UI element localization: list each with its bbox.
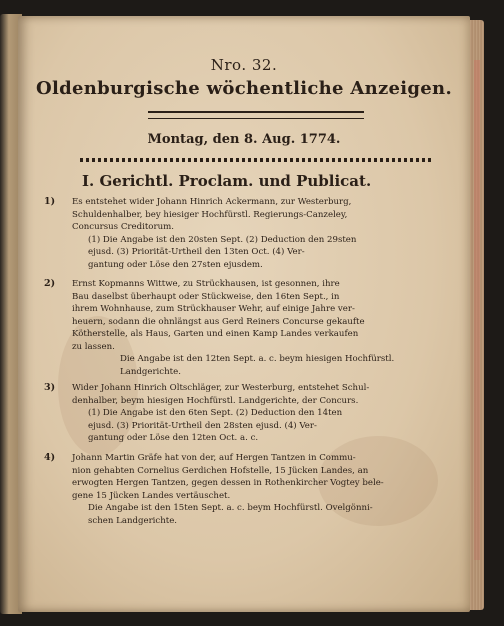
entry-line: (1) Die Angabe ist den 20sten Sept. (2) Deduction den 29sten — [88, 234, 357, 245]
entry-number: 1) — [44, 196, 56, 207]
entry-line: Landgerichte. — [120, 366, 181, 377]
entry-line: nion gehabten Cornelius Gerdichen Hofstelle, 15 Jücken Landes, an — [72, 465, 369, 476]
entry-line: gene 15 Jücken Landes vertäuschet. — [72, 490, 231, 501]
page-title: Oldenburgische wöchentliche Anzeigen. — [35, 78, 453, 99]
issue-date: Montag, den 8. Aug. 1774. — [147, 132, 341, 147]
entry-number: 4) — [44, 452, 56, 463]
entry-line: zu lassen. — [72, 341, 115, 352]
title-rule — [148, 111, 364, 119]
entry-line: heuern, sodann die ohnlängst aus Gerd Reiners Concurse gekaufte — [72, 316, 365, 327]
entry-line: Wider Johann Hinrich Oltschläger, zur Westerburg, entstehet Schul- — [72, 383, 370, 393]
entry-line: Bau daselbst überhaupt oder Stückweise, den 16ten Sept., in — [72, 291, 340, 302]
entry-line: ejusd. (3) Priorität-Urtheil den 28sten ejusd. (4) Ver- — [88, 420, 317, 431]
entry-body — [72, 382, 369, 445]
entry-line: Concursus Creditorum. — [72, 222, 174, 232]
entry-line: Johann Martin Gräfe hat von der, auf Hergen Tantzen in Commu- — [72, 453, 356, 463]
entry-line: Kötherstelle, als Haus, Garten und einen Kamp Landes verkaufen — [72, 329, 359, 339]
entry-line: Die Angabe ist den 15ten Sept. a. c. beym Hochfürstl. Ovelgönni- — [88, 503, 373, 513]
entry-line: denhalber, beym hiesigen Hochfürstl. Landgerichte, der Concurs. — [72, 395, 359, 406]
entry-line: Die Angabe ist den 12ten Sept. a. c. beym hiesigen Hochfürstl. — [120, 354, 395, 364]
entry-line: Ernst Kopmanns Wittwe, zu Strückhausen, ist gesonnen, ihre — [72, 279, 340, 289]
entry-line: gantung oder Löse den 12ten Oct. a. c. — [88, 433, 259, 443]
ornamental-rule — [80, 158, 432, 162]
entry-number: 3) — [44, 382, 56, 393]
page-edge-tint — [474, 60, 480, 560]
entry-line: erwogten Hergen Tantzen, gegen dessen in Rothenkircher Vogtey bele- — [72, 478, 384, 488]
entry-body — [72, 278, 394, 378]
entry-body — [72, 196, 356, 271]
entry-line: Es entstehet wider Johann Hinrich Ackermann, zur Westerburg, — [72, 197, 352, 207]
entry-line: schen Landgerichte. — [88, 515, 178, 526]
section-heading: I. Gerichtl. Proclam. und Publicat. — [82, 172, 372, 190]
entry-line: (1) Die Angabe ist den 6ten Sept. (2) Deduction den 14ten — [88, 408, 343, 418]
issue-number: Nro. 32. — [210, 56, 278, 74]
entry-number: 2) — [44, 278, 56, 289]
entry-line: ejusd. (3) Priorität-Urtheil den 13ten Oct. (4) Ver- — [88, 247, 305, 257]
entry-line: ihrem Wohnhause, zum Strückhauser Wehr, auf einige Jahre ver- — [72, 304, 355, 314]
entry-line: Schuldenhalber, bey hiesiger Hochfürstl. Regierungs-Canzeley, — [72, 209, 348, 220]
entry-body — [72, 452, 384, 527]
document-page — [18, 16, 470, 612]
entry-line: gantung oder Löse den 27sten ejusdem. — [88, 259, 263, 270]
